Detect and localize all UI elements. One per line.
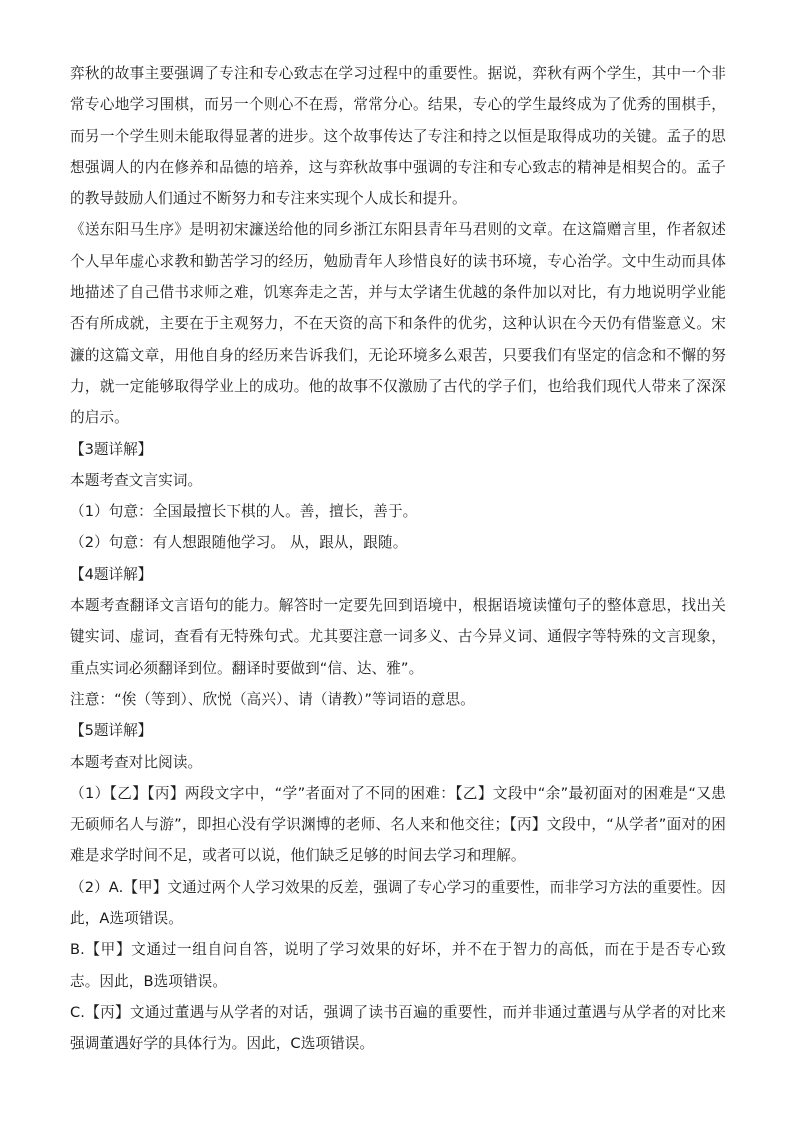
paragraph-q3-intro: 本题考查文言实词。 xyxy=(70,471,203,489)
paragraph-q5-option-a: （2）A.【甲】文通过两个人学习效果的反差，强调了专心学习的重要性，而非学习方法的重要性。因此，A选项错误。 xyxy=(70,878,726,928)
paragraph-q5-option-b: B.【甲】文通过一组自问自答，说明了学习效果的好坏，并不在于智力的高低，而在于是否专心致志。因此，B选项错误。 xyxy=(70,941,726,990)
heading-q5: 【5题详解】 xyxy=(70,722,153,740)
paragraph-q5-option-c: C.【丙】文通过董遇与从学者的对话，强调了读书百遍的重要性，而并非通过董遇与从学者的对比来强调董遇好学的具体行为。因此，C选项错误。 xyxy=(70,1003,726,1053)
heading-q3: 【3题详解】 xyxy=(70,440,153,458)
paragraph-song-dongyang: 《送东阳马生序》是明初宋濂送给他的同乡浙江东阳县青年马君则的文章。在这篇赠言里，作者叙述个人早年虚心求教和勤苦学习的经历，勉励青年人珍惜良好的读书环境，专心治学。文中生动而具体地描述了自己借书求师之难，饥寒奔走之苦，并与太学诸生优越的条件加以对比，有力地说明学业能否有所成就，主要在于主观努力，不在天资的高下和条件的优劣，这种认识在今天仍有借鉴意义。宋濂的这篇文章，用他自身的经历来告诉我们，无论环境多么艰苦，只要我们有坚定的信念和不懈的努力，就一定能够取得学业上的成功。他的故事不仅激励了古代的学子们，也给我们现代人带来了深深的启示。 xyxy=(70,221,726,427)
paragraph-q4-intro: 本题考查翻译文言语句的能力。解答时一定要先回到语境中，根据语境读懂句子的整体意思，找出关键实词、虚词，查看有无特殊句式。尤其要注意一词多义、古今异义词、通假字等特殊的文言现象，重点实词必须翻译到位。翻译时要做到“信、达、雅”。 xyxy=(70,597,726,677)
paragraph-q4-note: 注意：“俟（等到）、欣悦（高兴）、请（请教）”等词语的意思。 xyxy=(70,690,475,708)
heading-q4: 【4题详解】 xyxy=(70,565,153,583)
paragraph-q3-item1: （1）句意：全国最擅长下棋的人。善，擅长，善于。 xyxy=(70,503,418,521)
paragraph-q3-item2: （2）句意：有人想跟随他学习。 从，跟从，跟随。 xyxy=(70,534,408,552)
paragraph-q5-item1: （1）【乙】【丙】两段文字中，“学”者面对了不同的困难：【乙】文段中“余”最初面对的困难是“又患无硕师名人与游”，即担心没有学识渊博的老师、名人来和他交往；【丙】文段中，“从学者”面对的困难是求学时间不足，或者可以说，他们缺乏足够的时间去学习和理解。 xyxy=(70,784,726,865)
document-page xyxy=(70,58,726,1060)
paragraph-q5-intro: 本题考查对比阅读。 xyxy=(70,753,203,771)
paragraph-yiqiu-story: 弈秋的故事主要强调了专注和专心致志在学习过程中的重要性。据说，弈秋有两个学生，其中一个非常专心地学习围棋，而另一个则心不在焉，常常分心。结果，专心的学生最终成为了优秀的围棋手，而另一个学生则未能取得显著的进步。这个故事传达了专注和持之以恒是取得成功的关键。孟子的思想强调人的内在修养和品德的培养，这与弈秋故事中强调的专注和专心致志的精神是相契合的。孟子的教导鼓励人们通过不断努力和专注来实现个人成长和提升。 xyxy=(70,65,726,208)
